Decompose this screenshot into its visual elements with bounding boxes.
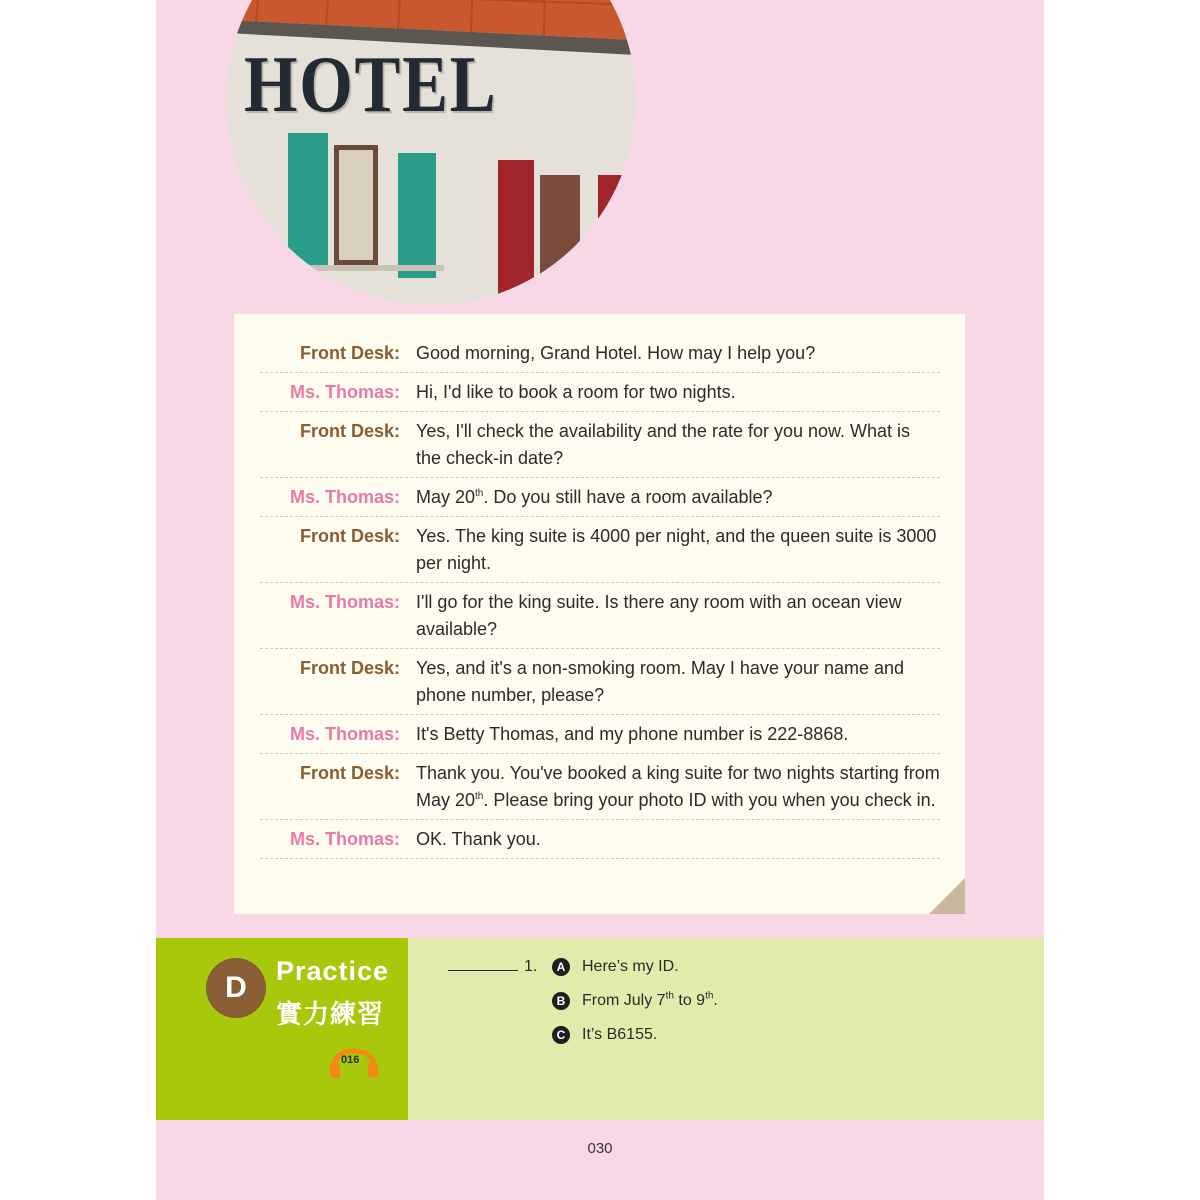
ordinal-suffix: th bbox=[475, 791, 484, 802]
ordinal-suffix: th bbox=[705, 990, 714, 1002]
answer-option-a[interactable] bbox=[552, 958, 679, 976]
dialogue-list bbox=[260, 334, 940, 859]
dialogue-line bbox=[416, 589, 940, 643]
dialogue-row bbox=[260, 373, 940, 412]
text-fragment: Thank you. You've booked a king suite for two nights starting from May 20 bbox=[416, 763, 940, 810]
dialogue-line bbox=[416, 655, 940, 709]
text-fragment: OK. Thank you. bbox=[416, 829, 541, 849]
question-number: 1. bbox=[448, 958, 537, 976]
dialogue-row bbox=[260, 583, 940, 649]
text-fragment: Yes. The king suite is 4000 per night, and the queen suite is 3000 per night. bbox=[416, 526, 937, 573]
text-fragment: . Do you still have a room available? bbox=[483, 487, 773, 507]
dialogue-row bbox=[260, 754, 940, 820]
answer-option-b[interactable] bbox=[552, 992, 718, 1010]
text-fragment: It’s B6155. bbox=[582, 1026, 658, 1043]
dialogue-line bbox=[416, 340, 940, 367]
section-badge: D bbox=[206, 958, 266, 1018]
speaker-label: Ms. Thomas: bbox=[289, 592, 400, 612]
speaker-label: Ms. Thomas: bbox=[289, 487, 400, 507]
dialogue-line bbox=[416, 418, 940, 472]
speaker-label: Ms. Thomas: bbox=[289, 724, 400, 744]
speaker-label: Front Desk: bbox=[299, 421, 400, 441]
text-fragment: May 20 bbox=[416, 487, 476, 507]
dialogue-line bbox=[416, 721, 940, 748]
practice-header-panel bbox=[156, 938, 408, 1120]
option-text bbox=[582, 1026, 657, 1044]
text-fragment: . Please bring your photo ID with you when you check in. bbox=[483, 790, 936, 810]
text-fragment: Here’s my ID. bbox=[582, 958, 679, 975]
audio-track-icon[interactable] bbox=[328, 1036, 380, 1087]
ordinal-suffix: th bbox=[665, 990, 674, 1002]
answer-option-c[interactable] bbox=[552, 1026, 657, 1044]
text-fragment: Hi, I'd like to book a room for two nights. bbox=[416, 382, 736, 402]
dialogue-line bbox=[416, 826, 940, 853]
text-fragment: I'll go for the king suite. Is there any room with an ocean view available? bbox=[416, 592, 902, 639]
page-number: 030 bbox=[587, 1140, 613, 1157]
text-fragment: Good morning, Grand Hotel. How may I help you? bbox=[416, 343, 816, 363]
option-letter-circle: A bbox=[552, 958, 570, 976]
dialogue-line bbox=[416, 484, 940, 511]
speaker-label: Front Desk: bbox=[299, 343, 400, 363]
speaker-label: Front Desk: bbox=[299, 658, 400, 678]
hotel-sign-text: HOTEL bbox=[244, 41, 498, 129]
dialogue-row bbox=[260, 412, 940, 478]
text-fragment: Yes, I'll check the availability and the rate for you now. What is the check-in date? bbox=[416, 421, 911, 468]
text-fragment: From July 7 bbox=[582, 992, 666, 1009]
dialogue-line bbox=[416, 379, 940, 406]
option-letter-circle: B bbox=[552, 992, 570, 1010]
speaker-label: Ms. Thomas: bbox=[289, 382, 400, 402]
text-fragment: Yes, and it's a non-smoking room. May I have your name and phone number, please? bbox=[416, 658, 905, 705]
practice-title-chinese: 實力練習 bbox=[276, 1000, 385, 1030]
ordinal-suffix: th bbox=[475, 488, 484, 499]
dialogue-row bbox=[260, 820, 940, 859]
audio-track-number: 016 bbox=[341, 1054, 360, 1066]
text-fragment: to 9 bbox=[673, 992, 706, 1009]
option-text bbox=[582, 958, 679, 976]
dialogue-line bbox=[416, 760, 940, 814]
option-text bbox=[582, 992, 718, 1010]
text-fragment: . bbox=[713, 992, 718, 1009]
dialogue-row bbox=[260, 715, 940, 754]
answer-blank[interactable] bbox=[448, 970, 518, 971]
speaker-label: Ms. Thomas: bbox=[289, 829, 400, 849]
practice-question-panel bbox=[408, 938, 1044, 1120]
page-curl-corner bbox=[929, 878, 965, 914]
dialogue-line bbox=[416, 523, 940, 577]
dialogue-row bbox=[260, 517, 940, 583]
dialogue-row bbox=[260, 334, 940, 373]
dialogue-card bbox=[234, 314, 965, 914]
text-fragment: It's Betty Thomas, and my phone number is 222-8868. bbox=[416, 724, 849, 744]
speaker-label: Front Desk: bbox=[299, 763, 400, 783]
practice-title: Practice bbox=[276, 956, 390, 986]
dialogue-row bbox=[260, 649, 940, 715]
option-letter-circle: C bbox=[552, 1026, 570, 1044]
dialogue-row bbox=[260, 478, 940, 517]
speaker-label: Front Desk: bbox=[299, 526, 400, 546]
